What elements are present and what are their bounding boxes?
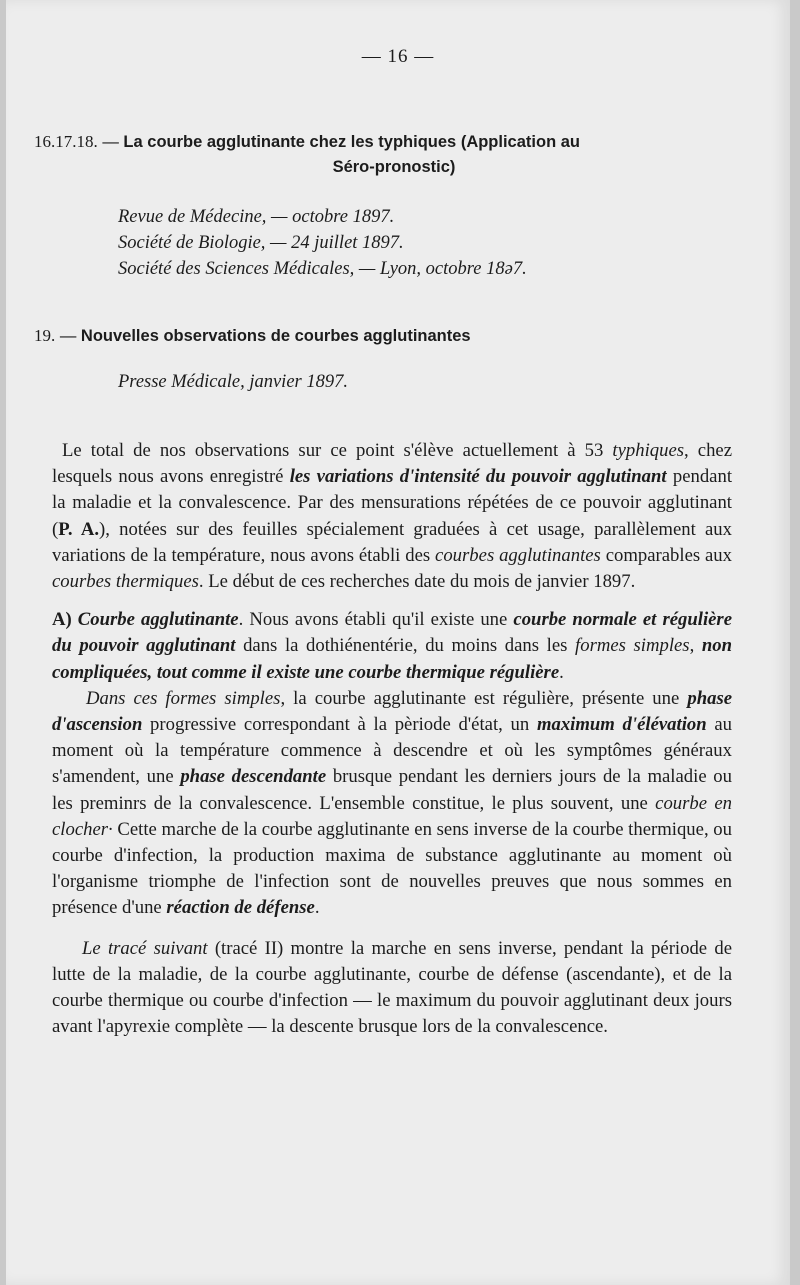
text-run: . Nous avons établi qu'il existe une — [238, 609, 514, 631]
text-run: . Le début de ces recherches date du mois de janvier 1897. — [198, 571, 636, 593]
reference-line: Presse Médicale, janvier 1897. — [118, 372, 348, 392]
reference-line: Revue de Médecine, — octobre 1897. — [118, 207, 395, 227]
entry-references-1 — [118, 204, 527, 282]
entry-title: Nouvelles observations de courbes agglutinantes — [80, 327, 471, 345]
entry-heading-2 — [34, 326, 734, 346]
entry-title-line1: La courbe agglutinante chez les typhiques (Application au — [123, 133, 580, 151]
text-run: , la courbe agglutinante est régulière, présente une — [280, 687, 688, 709]
emphasis-run: maximum d'élévation — [536, 714, 707, 736]
entry-heading-1 — [34, 132, 734, 177]
emphasis-run: réaction de défense — [166, 897, 315, 919]
paragraph-3 — [52, 686, 732, 922]
text-run: Le total de nos observations sur ce point s'élève actuellement à 53 — [62, 440, 613, 461]
entry-number: 19. — [34, 326, 56, 345]
text-run: brusque pendant les derniers jours de la maladie ou les preminrs de la convalescence. L'ensemble constitue, le plus souvent, une — [52, 766, 732, 814]
italic-run: courbe en clocher· — [52, 792, 732, 840]
italic-run: courbes agglutinantes — [435, 544, 601, 566]
text-run: (tracé II) montre la marche en sens inverse, pendant la période de lutte de la maladie, de la courbe agglutinante, courbe de défense (ascendante), et de la courbe thermique ou courbe d'infection — le maximum du pouvoir agglutinant deux jours avant l'apyrexie complète — la descente brusque lors de la convalescence. — [52, 937, 732, 1038]
entry-dash: — — [55, 327, 81, 345]
paragraph-4 — [52, 936, 732, 1041]
section-letter: A) — [52, 609, 78, 631]
entry-references-2 — [118, 369, 348, 395]
italic-run: Le tracé suivant — [82, 937, 208, 959]
italic-run: Dans ces formes simples — [86, 687, 281, 709]
text-run: dans la dothiénentérie, du moins dans les — [235, 635, 576, 657]
text-run: . — [559, 661, 564, 683]
text-run: ), notées sur des feuilles spécialement graduées à cet usage, parallèlement aux variations de la température, nous avons établi des — [52, 518, 732, 566]
text-run: , chez lesquels nous avons enregistré — [52, 440, 733, 488]
emphasis-run: P. A. — [58, 518, 99, 540]
paragraph-2 — [52, 607, 732, 686]
page-number: — 16 — — [361, 46, 435, 67]
italic-run: courbes thermiques — [52, 571, 199, 593]
italic-run: formes simples — [575, 635, 690, 657]
emphasis-run: non compliquées, tout comme il existe une courbe thermique régulière — [52, 635, 732, 683]
text-run: , — [689, 635, 702, 657]
document-page — [6, 0, 790, 1285]
text-run: . — [314, 897, 320, 919]
emphasis-run: Courbe agglutinante — [77, 609, 239, 631]
entry-title-line2: Séro-pronostic) — [332, 158, 456, 176]
emphasis-run: les variations d'intensité du pouvoir agglutinant — [289, 466, 667, 488]
text-run: au moment où la température commence à descendre et où les symptômes généraux s'amendent, une — [52, 714, 732, 788]
entry-dash: — — [97, 133, 124, 151]
paragraph-1 — [52, 438, 732, 595]
body-text — [52, 438, 732, 1040]
emphasis-run: courbe normale et régulière du pouvoir agglutinant — [52, 609, 732, 657]
text-run: comparables aux — [600, 544, 732, 566]
text-run: progressive correspondant à la pèriode d'état, un — [142, 714, 537, 736]
text-run: pendant la maladie et la convalescence. Par des mensurations répétées de ce pouvoir agglutinant ( — [52, 466, 733, 540]
reference-line: Société de Biologie, — 24 juillet 1897. — [118, 233, 404, 253]
italic-run: typhiques — [612, 440, 685, 461]
emphasis-run: phase d'ascension — [52, 687, 733, 736]
emphasis-run: phase descendante — [180, 766, 327, 788]
text-run: Cette marche de la courbe agglutinante en sens inverse de la courbe thermique, ou courbe d'infection, la production maxima de substance agglutinante au moment où l'organisme triomphe de l'infection sont de nouvelles preuves que nous sommes en présence d'une — [52, 818, 732, 919]
reference-line: Société des Sciences Médicales, — Lyon, octobre 18ə7. — [118, 259, 527, 279]
entry-number: 16.17.18. — [34, 132, 98, 151]
